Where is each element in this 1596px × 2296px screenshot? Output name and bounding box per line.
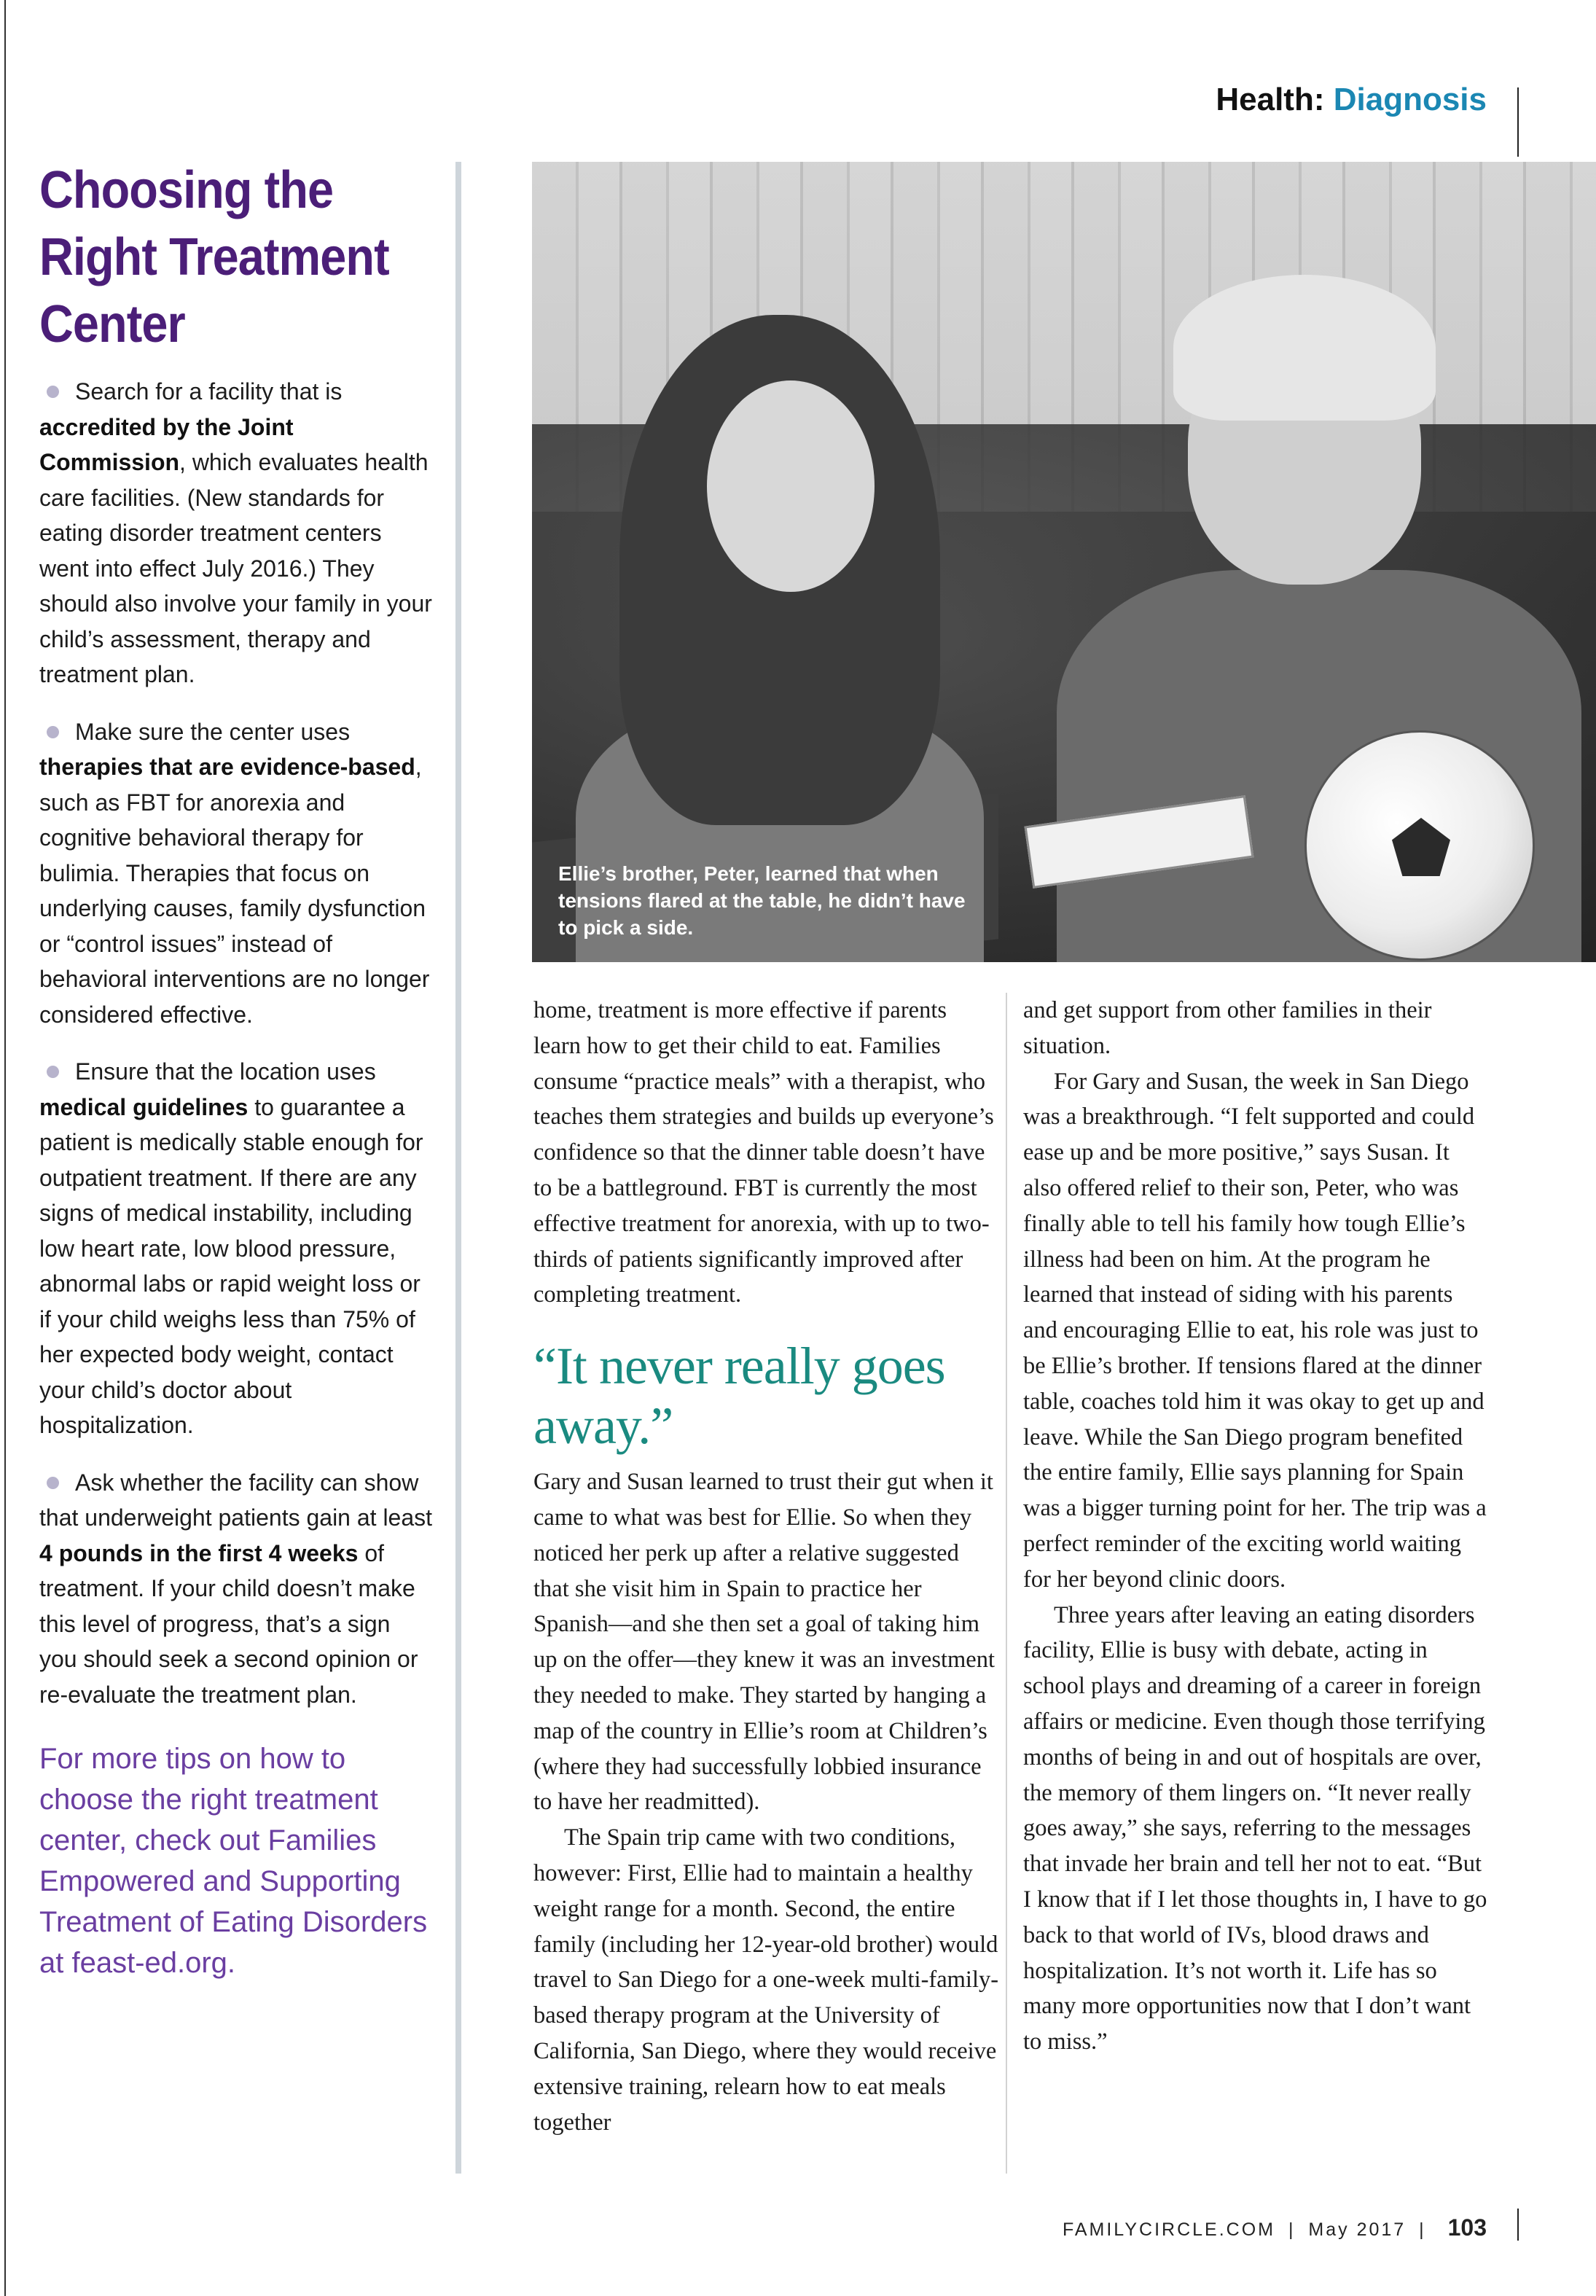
photo-girl-face: [707, 380, 875, 592]
bullet-icon: [47, 726, 59, 738]
footer-site: FAMILYCIRCLE.COM: [1062, 2219, 1275, 2240]
bullet-icon: [47, 1477, 59, 1489]
tip-highlight: therapies that are evidence-based: [39, 754, 415, 780]
tip-item: [39, 374, 433, 692]
tip-item: [39, 1465, 433, 1713]
tip-text: Ask whether the facility can show that underweight patients gain at least: [39, 1469, 433, 1531]
tip-text: Ensure that the location uses: [75, 1058, 376, 1085]
sidebar: [39, 157, 433, 1983]
article-column-1: [533, 993, 1000, 2140]
page-edge: [4, 0, 6, 2296]
bullet-icon: [47, 1066, 59, 1078]
photo-caption: Ellie’s brother, Peter, learned that when tensions flared at the table, he didn’t have to pick a side.: [558, 862, 966, 939]
tip-item: [39, 714, 433, 1033]
article-paragraph: Three years after leaving an eating disorders facility, Ellie is busy with debate, acting in school plays and dreaming of a career in foreign affairs or medicine. Even though those terrifying months of being in and out of hospitals are over, the memory of them lingers on. “It never really goes away,” she says, referring to the messages that invade her brain and tell her not to eat. “But I know that if I let those thoughts in, I have to go back to that world of IVs, blood draws and hospitalization. It’s not worth it. Life has so many more opportunities now that I don’t want to miss.”: [1023, 1601, 1487, 2055]
sidebar-title: Choosing the Right Treatment Center: [39, 161, 389, 354]
footer-separator: |: [1419, 2219, 1426, 2240]
article-paragraph: Gary and Susan learned to trust their gut when it came to what was best for Ellie. So when they noticed her perk up after a relative suggested that she visit him in Spain to practice her Spanish—and she then set a goal of taking him up on the offer—they knew it was an investment they needed to make. They started by hanging a map of the country in Ellie’s room at Children’s (where they had successfully lobbied insurance to have her readmitted).: [533, 1469, 995, 1816]
photo-boy-hair: [1173, 275, 1436, 421]
header-rule: [1517, 87, 1519, 157]
bullet-icon: [47, 386, 59, 398]
more-tips-note: For more tips on how to choose the right treatment center, check out Families Empowered and Supporting Treatment of Eating Disorders at feast-ed.org.: [39, 1743, 428, 1979]
subsection-label: Diagnosis: [1333, 82, 1487, 117]
tip-text: , such as FBT for anorexia and cognitive behavioral therapy for bulimia. Therapies that focus on underlying causes, family dysfunction or “control issues” instead of behavioral interventions are no longer considered effective.: [39, 754, 430, 1028]
tip-highlight: accredited by the Joint Commission: [39, 413, 294, 475]
sidebar-divider: [455, 162, 461, 2174]
section-header: [1216, 82, 1487, 118]
article-photo: [532, 162, 1596, 962]
section-label: Health:: [1216, 82, 1325, 117]
tip-text: of treatment. If your child doesn’t make this level of progress, that’s a sign you should seek a second opinion or re-evaluate the treatment plan.: [39, 1539, 418, 1708]
tip-text: Search for a facility that is: [75, 378, 343, 405]
tip-item: [39, 1054, 433, 1443]
tip-text: , which evaluates health care facilities. (New standards for eating disorder treatment centers went into effect July 2016.) They should also involve your family in your child’s assessment, therapy and treatment plan.: [39, 449, 432, 687]
column-divider: [1006, 993, 1007, 2174]
tip-text: Make sure the center uses: [75, 718, 351, 745]
page-footer: [1063, 2214, 1487, 2241]
footer-issue: May 2017: [1308, 2219, 1407, 2240]
footer-rule: [1517, 2209, 1519, 2241]
article-column-2: [1023, 993, 1490, 2060]
tip-text: to guarantee a patient is medically stable enough for outpatient treatment. If there are any signs of medical instability, including low heart rate, low blood pressure, abnormal labs or rapid weight loss or if your child weighs less than 75% of her expected body weight, contact your child’s doctor about hospitalization.: [39, 1093, 423, 1438]
page-number: 103: [1447, 2214, 1487, 2241]
tip-highlight: medical guidelines: [39, 1093, 249, 1120]
article-paragraph: For Gary and Susan, the week in San Diego was a breakthrough. “I felt supported and could ease up and be more positive,” says Susan. It also offered relief to their son, Peter, who was finally able to tell his family how tough Ellie’s illness had been on him. At the program he learned that instead of siding with his parents and encouraging Ellie to eat, his role was just to be Ellie’s brother. If tensions flared at the dinner table, coaches told him it was okay to get up and leave. While the San Diego program benefited the entire family, Ellie says planning for Spain was a bigger turning point for her. The trip was a perfect reminder of the exciting world waiting for her beyond clinic doors.: [1023, 1068, 1487, 1593]
article-paragraph: and get support from other families in their situation.: [1023, 997, 1432, 1059]
article-paragraph: The Spain trip came with two conditions, however: First, Ellie had to maintain a healthy weight range for a month. Second, the entire family (including her 12-year-old brother) would travel to San Diego for a one-week multi-family-based therapy program at the University of California, San Diego, where they would receive extensive training, relearn how to eat meals together: [533, 1824, 999, 2136]
article-subhead: “It never really goes away.”: [533, 1337, 945, 1456]
article-paragraph: home, treatment is more effective if parents learn how to get their child to eat. Families consume “practice meals” with a therapist, who teaches them strategies and builds up everyone’s confidence so that the dinner table doesn’t have to be a battleground. FBT is currently the most effective treatment for anorexia, with up to two-thirds of patients significantly improved after completing treatment.: [533, 997, 994, 1308]
tip-highlight: 4 pounds in the first 4 weeks: [39, 1539, 359, 1566]
footer-separator: |: [1288, 2219, 1296, 2240]
